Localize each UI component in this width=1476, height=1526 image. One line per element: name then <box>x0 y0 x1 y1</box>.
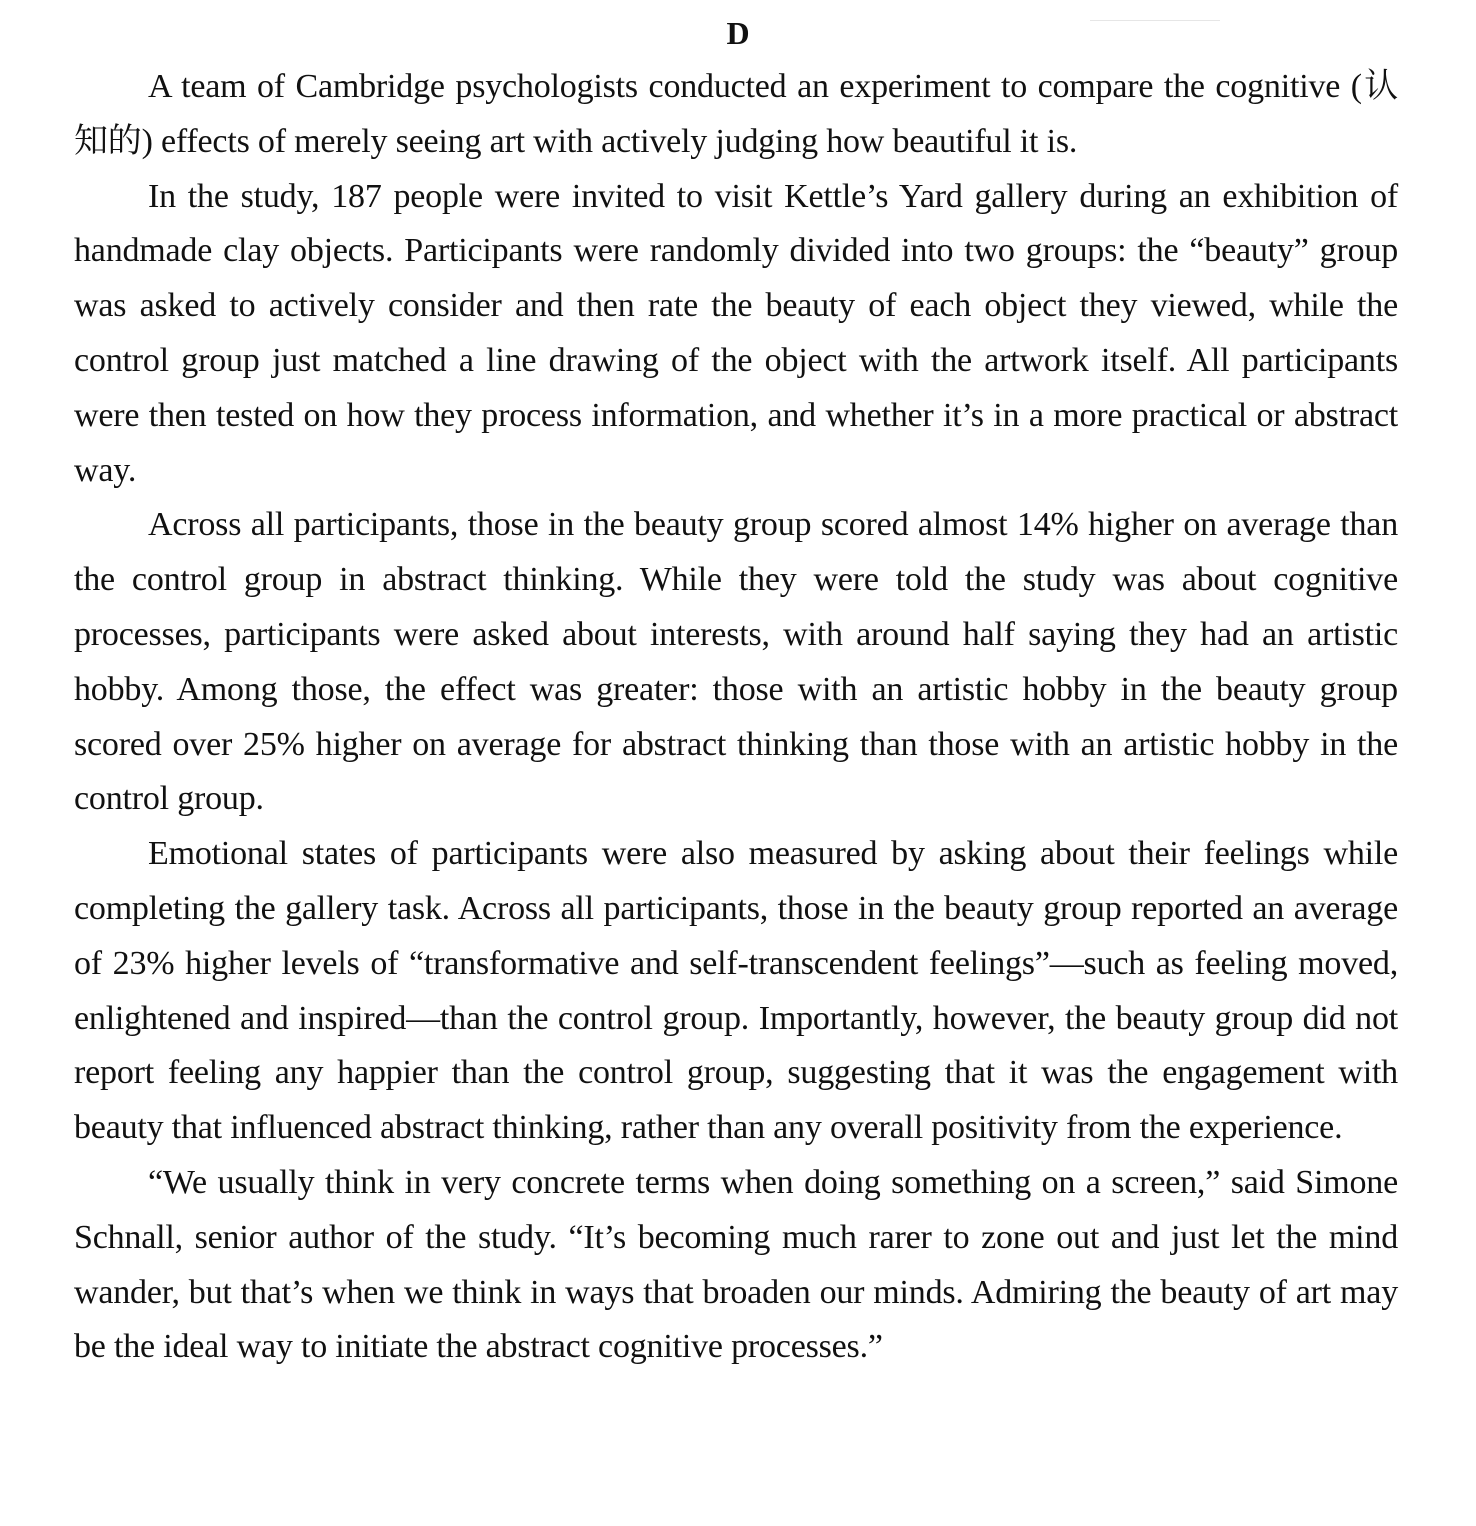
paragraph-study-method: In the study, 187 people were invited to visit Kettle’s Yard gallery during an exhibition of handmade clay objects. Participants were randomly divided into two groups: the “beauty” group was asked to actively consider and then rate the beauty of each object they viewed, while the control group just matched a line drawing of the object with the artwork itself. All participants were then tested on how they process information, and whether it’s in a more practical or abstract way. <box>74 177 1398 489</box>
paragraph-emotional-states: Emotional states of participants were also measured by asking about their feelings while completing the gallery task. Across all participants, those in the beauty group reported an average of 23% higher levels of “transformative and self-transcendent feelings”—such as feeling moved, enlightened and inspired—than the control group. Importantly, however, the beauty group did not report feeling any happier than the control group, suggesting that it was the engagement with beauty that influenced abstract thinking, rather than any overall positivity from the experience. <box>74 835 1398 1147</box>
article-body <box>74 60 1398 1375</box>
paragraph-author-quote: “We usually think in very concrete terms when doing something on a screen,” said Simone Schnall, senior author of the study. “It’s becoming much rarer to zone out and just let the mind wander, but that’s when we think in ways that broaden our minds. Admiring the beauty of art may be the ideal way to initiate the abstract cognitive processes.” <box>74 1163 1398 1366</box>
paragraph-abstract-thinking-results: Across all participants, those in the beauty group scored almost 14% higher on average than the control group in abstract thinking. While they were told the study was about cognitive processes, participants were asked about interests, with around half saying they had an artistic hobby. Among those, the effect was greater: those with an artistic hobby in the beauty group scored over 25% higher on average for abstract thinking than those with an artistic hobby in the control group. <box>74 506 1398 818</box>
section-heading: D <box>726 15 750 51</box>
paragraph-intro: A team of Cambridge psychologists conducted an experiment to compare the cognitive (认知的) effects of merely seeing art with actively judging how beautiful it is. <box>74 68 1398 160</box>
